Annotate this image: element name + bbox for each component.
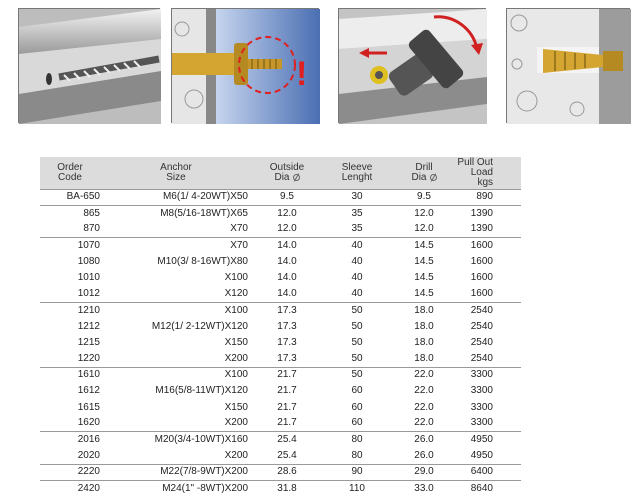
pull-out-load-cell: 3300: [470, 417, 493, 429]
anchor-size-cell: X100: [104, 367, 252, 383]
pull-out-load-cell: 3300: [456, 367, 521, 383]
order-code-cell: 2420: [40, 480, 104, 496]
sleeve-length-cell: 90: [322, 464, 392, 480]
drill-dia-cell: 18.0: [414, 336, 434, 348]
anchor-size-cell: X120: [224, 287, 248, 299]
order-code-cell: 2020: [77, 449, 100, 461]
pull-out-load-cell: 890: [456, 189, 521, 205]
step-photo-drilling: [18, 8, 160, 123]
table-row: [40, 464, 521, 480]
outside-dia-cell: 25.4: [252, 432, 322, 448]
header-drill-dia: Drill Dia: [392, 157, 456, 189]
drill-dia-cell: 14.5: [392, 238, 456, 254]
outside-dia-cell: 12.0: [252, 205, 322, 221]
sleeve-length-cell: 80: [322, 432, 392, 448]
sleeve-length-cell: 40: [351, 255, 363, 267]
pull-out-load-cell: 4950: [470, 449, 493, 461]
outside-dia-cell: 17.3: [277, 352, 297, 364]
sleeve-length-cell: 40: [351, 287, 363, 299]
anchor-size-cell: M12(1/ 2-12WT)X120: [151, 320, 248, 332]
svg-text:!: !: [296, 55, 308, 93]
diameter-icon: [293, 174, 300, 181]
table-row: [40, 221, 521, 237]
order-code-cell: 1080: [77, 255, 100, 267]
sleeve-length-cell: 80: [351, 449, 363, 461]
header-anchor-size: Anchor Size: [104, 157, 252, 189]
pull-out-load-cell: 1600: [470, 287, 493, 299]
step-photo-tighten: [338, 8, 486, 123]
table-row: [40, 189, 521, 205]
order-code-cell: 1210: [40, 302, 104, 318]
pull-out-load-cell: 1600: [470, 255, 493, 267]
table-body: [40, 189, 521, 497]
anchor-size-cell: X150: [224, 336, 248, 348]
pull-out-load-cell: 6400: [456, 464, 521, 480]
drill-dia-cell: 12.0: [414, 223, 434, 235]
pull-out-load-cell: 8640: [456, 480, 521, 496]
anchor-size-cell: M20(3/4-10WT)X160: [104, 432, 252, 448]
outside-dia-cell: 31.8: [252, 480, 322, 496]
anchor-size-cell: X200: [224, 449, 248, 461]
table-row: [40, 351, 521, 367]
anchor-size-cell: M16(5/8-11WT)X120: [155, 385, 248, 397]
sleeve-length-cell: 40: [351, 272, 363, 284]
outside-dia-cell: 17.3: [277, 320, 297, 332]
drill-dia-cell: 18.0: [392, 302, 456, 318]
header-pull-out-load: Pull Out Load kgs: [456, 157, 521, 189]
table-row: [40, 480, 521, 496]
sleeve-length-cell: 60: [351, 401, 363, 413]
drill-dia-cell: 14.5: [414, 272, 434, 284]
anchor-spec-table: [40, 157, 521, 497]
order-code-cell: 870: [83, 223, 100, 235]
order-code-cell: 1220: [77, 352, 100, 364]
pull-out-load-cell: 3300: [470, 385, 493, 397]
table-row: [40, 302, 521, 318]
pull-out-load-cell: 1600: [470, 272, 493, 284]
table-row: [40, 367, 521, 383]
sleeve-length-cell: 60: [351, 417, 363, 429]
order-code-cell: 1612: [77, 385, 100, 397]
anchor-size-cell: M22(7/8-9WT)X200: [104, 464, 252, 480]
sleeve-length-cell: 40: [322, 238, 392, 254]
pull-out-load-cell: 1390: [456, 205, 521, 221]
outside-dia-cell: 21.7: [277, 385, 297, 397]
sleeve-length-cell: 50: [351, 320, 363, 332]
order-code-cell: 2220: [40, 464, 104, 480]
anchor-size-cell: M6(1/ 4-20WT)X50: [104, 189, 252, 205]
anchor-size-cell: M10(3/ 8-16WT)X80: [157, 255, 248, 267]
drill-dia-cell: 14.5: [414, 287, 434, 299]
table-row: [40, 205, 521, 221]
drill-dia-cell: 22.0: [392, 367, 456, 383]
sleeve-length-cell: 50: [351, 352, 363, 364]
diameter-icon: [430, 174, 437, 181]
table-row: [40, 432, 521, 448]
drill-dia-cell: 29.0: [392, 464, 456, 480]
order-code-cell: 1610: [40, 367, 104, 383]
wrench-tightening-icon: [339, 9, 487, 124]
anchor-size-cell: M24(1" -8WT)X200: [104, 480, 252, 496]
step-photo-insert: [171, 8, 319, 123]
drill-dia-cell: 22.0: [414, 401, 434, 413]
outside-dia-cell: 17.3: [277, 336, 297, 348]
order-code-cell: 1010: [77, 272, 100, 284]
drill-dia-cell: 33.0: [392, 480, 456, 496]
pull-out-load-cell: 1600: [456, 238, 521, 254]
sleeve-length-cell: 30: [322, 189, 392, 205]
outside-dia-cell: 14.0: [277, 255, 297, 267]
outside-dia-cell: 14.0: [252, 238, 322, 254]
drill-dia-cell: 22.0: [414, 385, 434, 397]
pull-out-load-cell: 3300: [470, 401, 493, 413]
drill-dia-cell: 26.0: [392, 432, 456, 448]
drill-dia-cell: 22.0: [414, 417, 434, 429]
outside-dia-cell: 21.7: [277, 417, 297, 429]
header-outside-dia: Outside Dia: [252, 157, 322, 189]
pull-out-load-cell: 2540: [470, 336, 493, 348]
order-code-cell: 1012: [77, 287, 100, 299]
drill-bit-icon: [19, 9, 161, 124]
pull-out-load-cell: 2540: [456, 302, 521, 318]
drill-dia-cell: 18.0: [414, 352, 434, 364]
pull-out-load-cell: 4950: [456, 432, 521, 448]
outside-dia-cell: 21.7: [252, 367, 322, 383]
table-row: [40, 286, 521, 302]
anchor-size-cell: X100: [104, 302, 252, 318]
order-code-cell: 1212: [77, 320, 100, 332]
drill-dia-cell: 26.0: [414, 449, 434, 461]
outside-dia-cell: 21.7: [277, 401, 297, 413]
pull-out-load-cell: 2540: [470, 320, 493, 332]
sleeve-length-cell: 50: [322, 367, 392, 383]
drill-dia-cell: 9.5: [392, 189, 456, 205]
anchor-size-cell: X70: [104, 238, 252, 254]
anchor-bolt-icon: [172, 9, 320, 124]
drill-dia-cell: 18.0: [414, 320, 434, 332]
order-code-cell: 2016: [40, 432, 104, 448]
order-code-cell: 865: [40, 205, 104, 221]
table-header-row: [40, 157, 521, 189]
pull-out-load-cell: 2540: [470, 352, 493, 364]
anchor-size-cell: M8(5/16-18WT)X65: [104, 205, 252, 221]
anchor-size-cell: X200: [224, 352, 248, 364]
outside-dia-cell: 12.0: [277, 223, 297, 235]
drill-dia-cell: 14.5: [414, 255, 434, 267]
sleeve-length-cell: 35: [351, 223, 363, 235]
order-code-cell: 1215: [77, 336, 100, 348]
header-sleeve-length: Sleeve Lenght: [322, 157, 392, 189]
outside-dia-cell: 14.0: [277, 287, 297, 299]
table-row: [40, 399, 521, 415]
anchor-size-cell: X150: [224, 401, 248, 413]
pull-out-load-cell: 1390: [470, 223, 493, 235]
sleeve-length-cell: 35: [322, 205, 392, 221]
outside-dia-cell: 14.0: [277, 272, 297, 284]
anchor-size-cell: X70: [230, 223, 248, 235]
outside-dia-cell: 28.6: [252, 464, 322, 480]
anchor-size-cell: X200: [224, 417, 248, 429]
outside-dia-cell: 17.3: [252, 302, 322, 318]
table-row: [40, 383, 521, 399]
order-code-cell: 1615: [77, 401, 100, 413]
table-row: [40, 319, 521, 335]
order-code-cell: 1620: [77, 417, 100, 429]
anchor-size-cell: X100: [224, 272, 248, 284]
table-row: [40, 238, 521, 254]
table-row: [40, 416, 521, 432]
sleeve-length-cell: 50: [322, 302, 392, 318]
installation-steps: [0, 0, 630, 130]
drill-dia-cell: 12.0: [392, 205, 456, 221]
installed-anchor-icon: [507, 9, 631, 124]
outside-dia-cell: 25.4: [277, 449, 297, 461]
order-code-cell: BA-650: [40, 189, 104, 205]
sleeve-length-cell: 50: [351, 336, 363, 348]
sleeve-length-cell: 60: [351, 385, 363, 397]
order-code-cell: 1070: [40, 238, 104, 254]
step-photo-installed: [506, 8, 630, 123]
table-row: [40, 335, 521, 351]
sleeve-length-cell: 110: [322, 480, 392, 496]
table-row: [40, 254, 521, 270]
header-order-code: Order Code: [40, 157, 104, 189]
table-row: [40, 270, 521, 286]
table-row: [40, 448, 521, 464]
outside-dia-cell: 9.5: [252, 189, 322, 205]
